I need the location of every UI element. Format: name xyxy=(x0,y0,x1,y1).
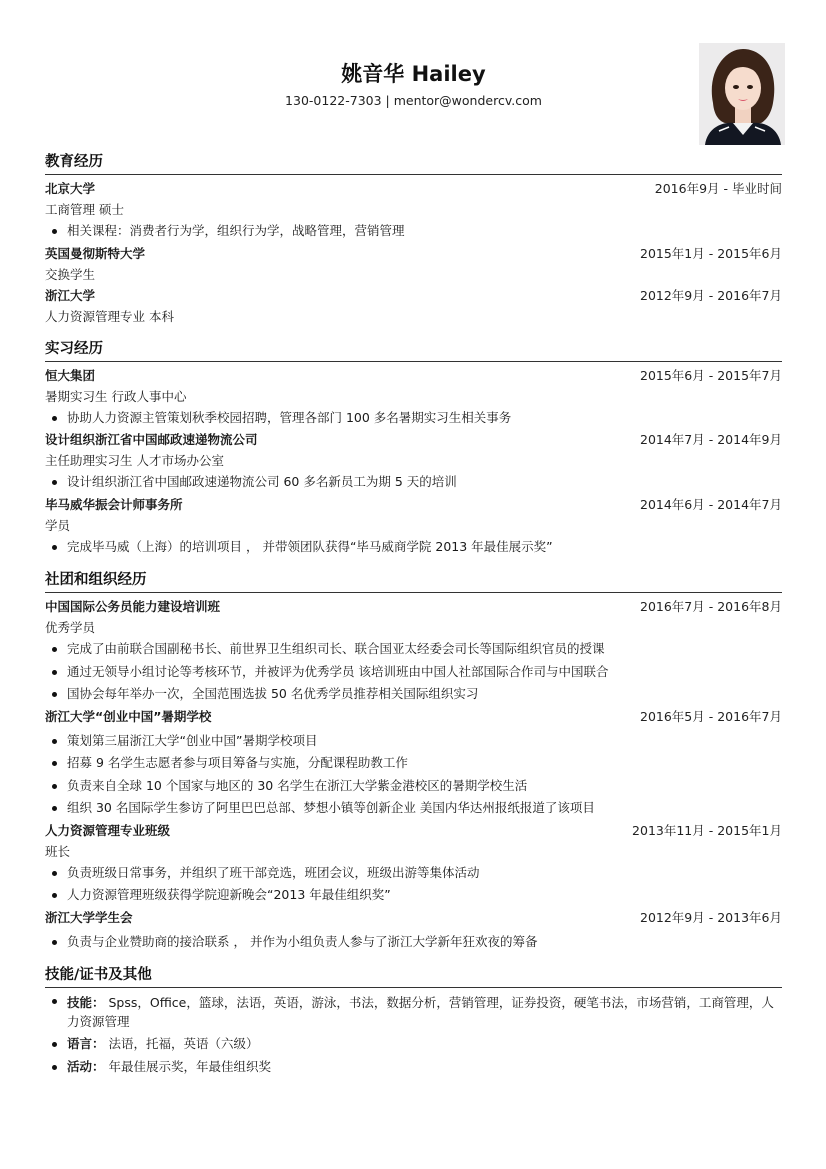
skill-text: 法语，托福，英语（六级） xyxy=(104,1036,259,1051)
entry-org: 设计组织浙江省中国邮政速递物流公司 xyxy=(45,432,258,447)
club-entry xyxy=(45,820,782,907)
entry-date: 2016年5月 - 2016年7月 xyxy=(640,708,782,724)
entry-date: 2014年7月 - 2014年9月 xyxy=(640,432,782,447)
skill-item xyxy=(45,991,782,1033)
section-title: 教育经历 xyxy=(45,150,782,175)
entry-date: 2015年1月 - 2015年6月 xyxy=(640,245,782,261)
contact-info: 130-0122-7303 | mentor@wondercv.com xyxy=(285,93,542,108)
bullet-item: 负责与企业赞助商的接洽联系 ， 并作为小组负责人参与了浙江大学新年狂欢夜的筹备 xyxy=(45,931,782,954)
entry-date: 2016年9月 - 毕业时间 xyxy=(654,181,782,196)
bullet-item: 相关课程：消费者行为学，组织行为学，战略管理，营销管理 xyxy=(45,220,782,243)
entry-role: 暑期实习生 行政人事中心 xyxy=(45,388,187,404)
resume-page xyxy=(45,0,782,1078)
education-entry xyxy=(45,285,782,327)
internship-entry xyxy=(45,494,782,559)
skill-label: 活动： xyxy=(67,1058,105,1074)
skills-section xyxy=(45,963,782,1078)
candidate-name: 姚音华 Hailey xyxy=(341,62,486,86)
education-entry xyxy=(45,243,782,285)
bullet-item: 策划第三届浙江大学“创业中国”暑期学校项目 xyxy=(45,730,782,753)
entry-org: 恒大集团 xyxy=(45,367,96,383)
education-section xyxy=(45,150,782,327)
entry-date: 2012年9月 - 2016年7月 xyxy=(640,287,782,303)
entry-role: 优秀学员 xyxy=(45,620,96,635)
internship-section xyxy=(45,337,782,559)
club-entry xyxy=(45,706,782,820)
section-title: 实习经历 xyxy=(45,337,782,362)
bullet-item: 负责班级日常事务，并组织了班干部竞选，班团会议，班级出游等集体活动 xyxy=(45,862,782,885)
bullet-item: 组织 30 名国际学生参访了阿里巴巴总部、梦想小镇等创新企业 美国内华达州报纸报道了该项目 xyxy=(45,797,782,820)
internship-entry xyxy=(45,429,782,494)
entry-date: 2013年11月 - 2015年1月 xyxy=(632,822,782,838)
bullet-item: 完成了由前联合国副秘书长、前世界卫生组织司长、联合国亚太经委会司长等国际组织官员的授课 xyxy=(45,638,782,661)
clubs-section xyxy=(45,568,782,953)
entry-org: 浙江大学“创业中国”暑期学校 xyxy=(45,708,212,724)
bullet-item: 通过无领导小组讨论等考核环节，并被评为优秀学员 该培训班由中国人社部国际合作司与中国联合 xyxy=(45,661,782,684)
bullet-item: 国协会每年举办一次，全国范围选拔 50 名优秀学员推荐相关国际组织实习 xyxy=(45,683,782,706)
resume-header xyxy=(45,0,782,150)
internship-entry xyxy=(45,365,782,430)
entry-role: 人力资源管理专业 本科 xyxy=(45,308,174,324)
bullet-item: 负责来自全球 10 个国家与地区的 30 名学生在浙江大学紫金港校区的暑期学校生活 xyxy=(45,775,782,798)
entry-org: 北京大学 xyxy=(45,181,96,196)
skill-item xyxy=(45,1033,782,1056)
entry-role: 主任助理实习生 人才市场办公室 xyxy=(45,453,224,468)
portrait-image xyxy=(699,43,785,145)
skill-label: 技能： xyxy=(67,995,105,1010)
bullet-item: 招募 9 名学生志愿者参与项目筹备与实施，分配课程助教工作 xyxy=(45,752,782,775)
entry-org: 英国曼彻斯特大学 xyxy=(45,245,146,261)
entry-date: 2016年7月 - 2016年8月 xyxy=(640,599,782,614)
entry-role: 班长 xyxy=(45,843,71,859)
skill-text: Spss，Office，篮球，法语，英语，游泳，书法，数据分析，营销管理，证券投资，硬笔书法，市场营销，工商管理，人力资源管理 xyxy=(67,995,774,1029)
bullet-item: 人力资源管理班级获得学院迎新晚会“2013 年最佳组织奖” xyxy=(45,884,782,907)
entry-org: 浙江大学 xyxy=(45,287,96,303)
skill-label: 语言： xyxy=(67,1036,105,1051)
entry-org: 毕马威华振会计师事务所 xyxy=(45,496,183,512)
entry-org: 中国国际公务员能力建设培训班 xyxy=(45,599,221,614)
bullet-item: 协助人力资源主管策划秋季校园招聘，管理各部门 100 多名暑期实习生相关事务 xyxy=(45,407,782,430)
profile-photo xyxy=(699,43,785,145)
entry-org: 浙江大学学生会 xyxy=(45,909,133,925)
club-entry xyxy=(45,596,782,706)
entry-date: 2015年6月 - 2015年7月 xyxy=(640,367,782,383)
skill-text: 年最佳展示奖，年最佳组织奖 xyxy=(104,1058,271,1074)
entry-role: 交换学生 xyxy=(45,266,96,282)
entry-role: 学员 xyxy=(45,517,71,533)
skill-item xyxy=(45,1056,782,1079)
section-title: 社团和组织经历 xyxy=(45,568,782,593)
entry-date: 2012年9月 - 2013年6月 xyxy=(640,909,782,925)
section-title: 技能/证书及其他 xyxy=(45,963,782,988)
bullet-item: 设计组织浙江省中国邮政速递物流公司 60 多名新员工为期 5 天的培训 xyxy=(45,471,782,494)
education-entry xyxy=(45,178,782,243)
bullet-item: 完成毕马威（上海）的培训项目 ， 并带领团队获得“毕马威商学院 2013 年最佳展示奖” xyxy=(45,536,782,559)
entry-date: 2014年6月 - 2014年7月 xyxy=(640,496,782,512)
entry-role: 工商管理 硕士 xyxy=(45,202,124,217)
club-entry xyxy=(45,907,782,954)
entry-org: 人力资源管理专业班级 xyxy=(45,822,171,838)
